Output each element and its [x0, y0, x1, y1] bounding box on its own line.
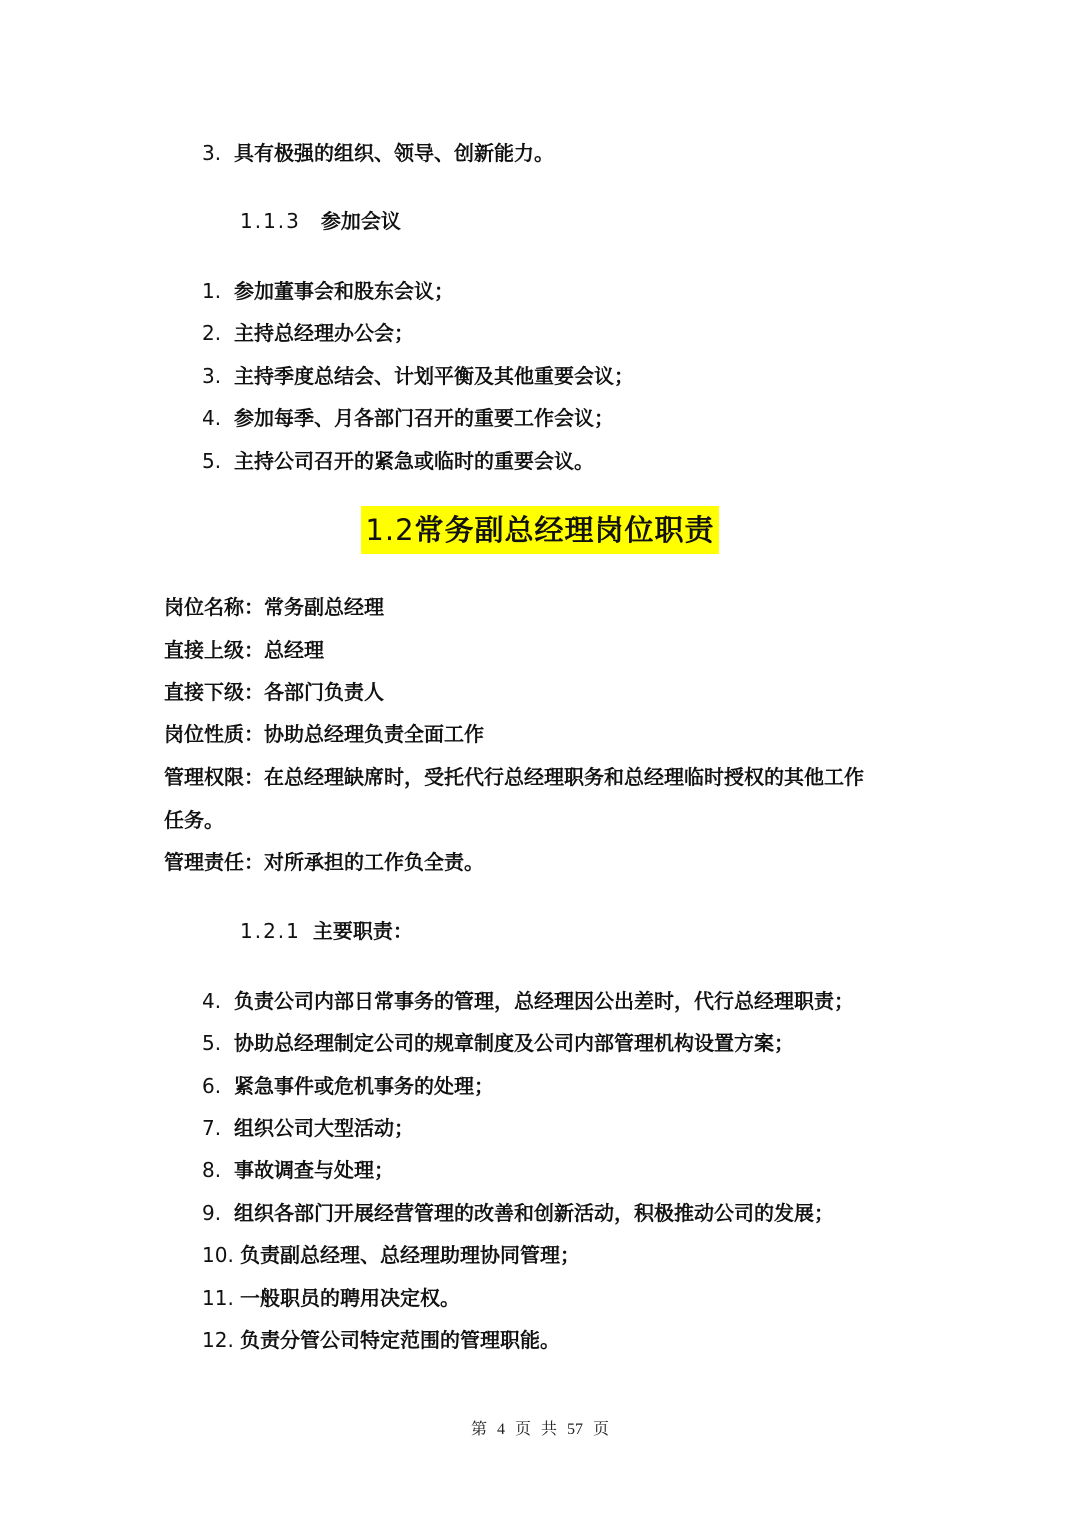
list-item-number: 2. [202, 321, 222, 345]
list-item-number: 4. [202, 989, 222, 1013]
list-item-text: 具有极强的组织、领导、创新能力。 [234, 141, 554, 165]
list-item [202, 1029, 794, 1057]
list-item-text: 主持季度总结会、计划平衡及其他重要会议； [234, 364, 634, 388]
list-item-text: 紧急事件或危机事务的处理； [234, 1074, 494, 1098]
list-item [202, 1114, 414, 1142]
info-line-direct-subordinates: 直接下级：各部门负责人 [164, 680, 384, 704]
list-item-text: 负责副总经理、总经理助理协同管理； [240, 1243, 580, 1267]
section-heading-wrapper [0, 506, 1080, 554]
info-line-responsibility: 管理责任：对所承担的工作负全责。 [164, 850, 484, 874]
info-line-position-nature: 岗位性质：协助总经理负责全面工作 [164, 722, 484, 746]
info-line-direct-superior: 直接上级：总经理 [164, 638, 324, 662]
subsection-number: 1.2.1 [240, 919, 301, 943]
subsection-number: 1.1.3 [240, 209, 301, 233]
list-item-number: 5. [202, 1031, 222, 1055]
list-item [202, 277, 454, 305]
list-item-number: 1. [202, 279, 222, 303]
list-item-number: 9. [202, 1201, 222, 1225]
list-item [202, 319, 414, 347]
list-item [202, 987, 854, 1015]
list-item-number: 7. [202, 1116, 222, 1140]
subsection-title: 参加会议 [320, 209, 401, 233]
subsection-heading-meetings [240, 207, 401, 235]
list-item-number: 12. [202, 1328, 234, 1352]
info-line-authority-continued: 任务。 [164, 808, 224, 832]
list-item-number: 10. [202, 1243, 234, 1267]
list-item [202, 1284, 460, 1312]
list-item-number: 3. [202, 364, 222, 388]
list-item-number: 6. [202, 1074, 222, 1098]
list-item-text: 主持总经理办公会； [234, 321, 414, 345]
page-footer: 第 4 页 共 57 页 [470, 1421, 609, 1438]
list-item-number: 11. [202, 1286, 234, 1310]
info-line-authority: 管理权限：在总经理缺席时，受托代行总经理职务和总经理临时授权的其他工作 [164, 765, 864, 789]
list-item-text: 组织各部门开展经营管理的改善和创新活动，积极推动公司的发展； [234, 1201, 834, 1225]
list-item-number: 5. [202, 449, 222, 473]
info-line-position-name: 岗位名称：常务副总经理 [164, 595, 384, 619]
list-item [202, 1241, 580, 1269]
section-heading [361, 506, 718, 554]
subsection-title: 主要职责： [312, 919, 413, 943]
list-item [202, 1072, 494, 1100]
list-item [202, 404, 614, 432]
subsection-heading-duties [240, 917, 413, 945]
list-item-text: 一般职员的聘用决定权。 [240, 1286, 460, 1310]
list-item-text: 负责公司内部日常事务的管理，总经理因公出差时，代行总经理职责； [234, 989, 854, 1013]
list-item-text: 主持公司召开的紧急或临时的重要会议。 [234, 449, 594, 473]
list-item-text: 事故调查与处理； [234, 1158, 394, 1182]
list-item-text: 参加董事会和股东会议； [234, 279, 454, 303]
list-item [202, 139, 554, 167]
list-item-text: 参加每季、月各部门召开的重要工作会议； [234, 406, 614, 430]
list-item [202, 362, 634, 390]
list-item-text: 负责分管公司特定范围的管理职能。 [240, 1328, 560, 1352]
list-item-number: 4. [202, 406, 222, 430]
section-heading-title: 常务副总经理岗位职责 [414, 513, 715, 547]
list-item-text: 组织公司大型活动； [234, 1116, 414, 1140]
list-item [202, 447, 594, 475]
list-item [202, 1156, 394, 1184]
list-item [202, 1326, 560, 1354]
list-item [202, 1199, 834, 1227]
list-item-text: 协助总经理制定公司的规章制度及公司内部管理机构设置方案； [234, 1031, 794, 1055]
list-item-number: 8. [202, 1158, 222, 1182]
list-item-number: 3. [202, 141, 222, 165]
section-heading-number: 1.2 [365, 513, 415, 547]
